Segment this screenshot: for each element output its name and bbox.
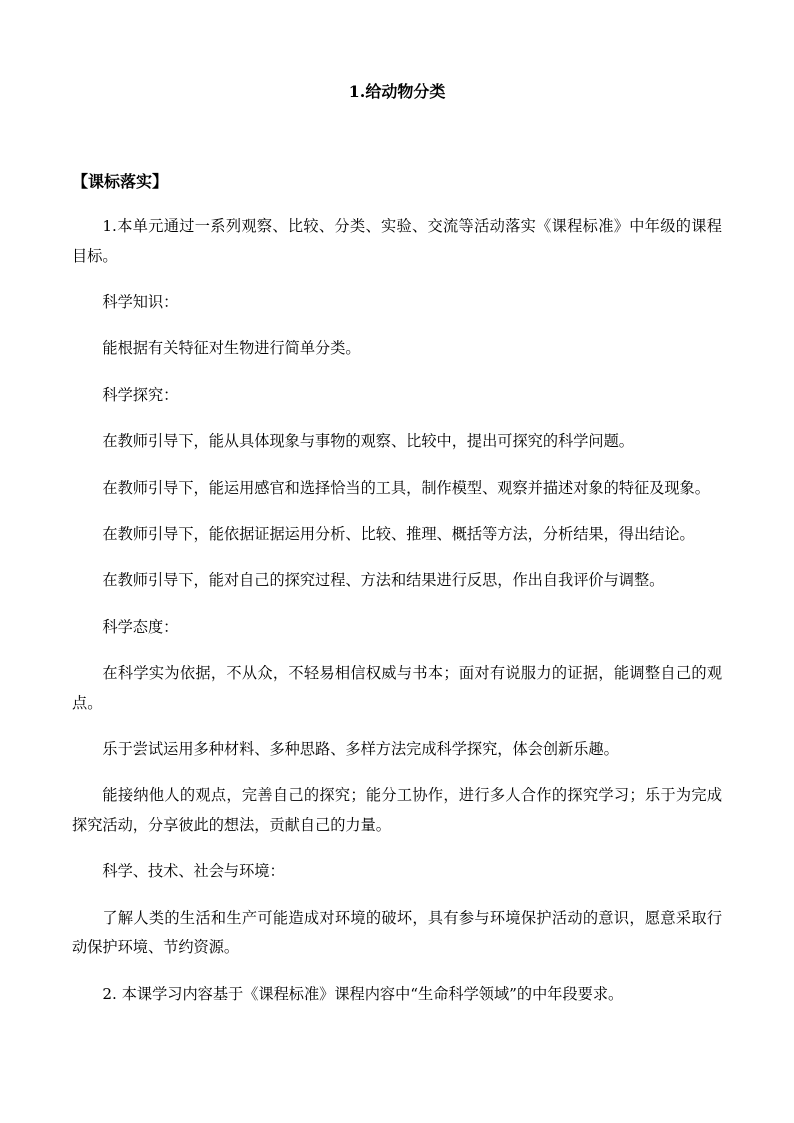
paragraph-stse-heading: 科学、技术、社会与环境：	[102, 862, 285, 881]
section-heading: 【课标落实】	[72, 172, 169, 191]
paragraph-science-knowledge-item: 能根据有关特征对生物进行简单分类。	[102, 339, 361, 358]
page-title: 1.给动物分类	[348, 82, 446, 101]
paragraph-attitude-item-2: 乐于尝试运用多种材料、多种思路、多样方法完成科学探究，体会创新乐趣。	[102, 740, 619, 759]
paragraph-science-knowledge-heading: 科学知识：	[102, 292, 179, 311]
document-body	[72, 212, 722, 1009]
paragraph-objectives-intro: 1.本单元通过一系列观察、比较、分类、实验、交流等活动落实《课程标准》中年级的课程目标。	[72, 217, 722, 265]
paragraph-stse-item: 了解人类的生活和生产可能造成对环境的破坏，具有参与环境保护活动的意识，愿意采取行动保护环境、节约资源。	[72, 908, 722, 957]
paragraph-science-inquiry-heading: 科学探究：	[102, 385, 179, 404]
paragraph-attitude-item-1: 在科学实为依据，不从众，不轻易相信权威与书本；面对有说服力的证据，能调整自己的观点。	[72, 664, 722, 712]
paragraph-inquiry-item-4: 在教师引导下，能对自己的探究过程、方法和结果进行反思，作出自我评价与调整。	[102, 571, 665, 590]
paragraph-science-attitude-heading: 科学态度：	[102, 617, 179, 636]
paragraph-inquiry-item-1: 在教师引导下，能从具体现象与事物的观察、比较中，提出可探究的科学问题。	[102, 432, 634, 451]
paragraph-inquiry-item-2: 在教师引导下，能运用感官和选择恰当的工具，制作模型、观察并描述对象的特征及现象。	[102, 478, 710, 497]
paragraph-inquiry-item-3: 在教师引导下，能依据证据运用分析、比较、推理、概括等方法，分析结果，得出结论。	[102, 524, 695, 543]
paragraph-attitude-item-3: 能接纳他人的观点，完善自己的探究；能分工协作，进行多人合作的探究学习；乐于为完成探究活动，分享彼此的想法，贡献自己的力量。	[72, 786, 722, 835]
paragraph-content-basis: 2. 本课学习内容基于《课程标准》课程内容中“生命科学领域”的中年段要求。	[102, 984, 624, 1003]
